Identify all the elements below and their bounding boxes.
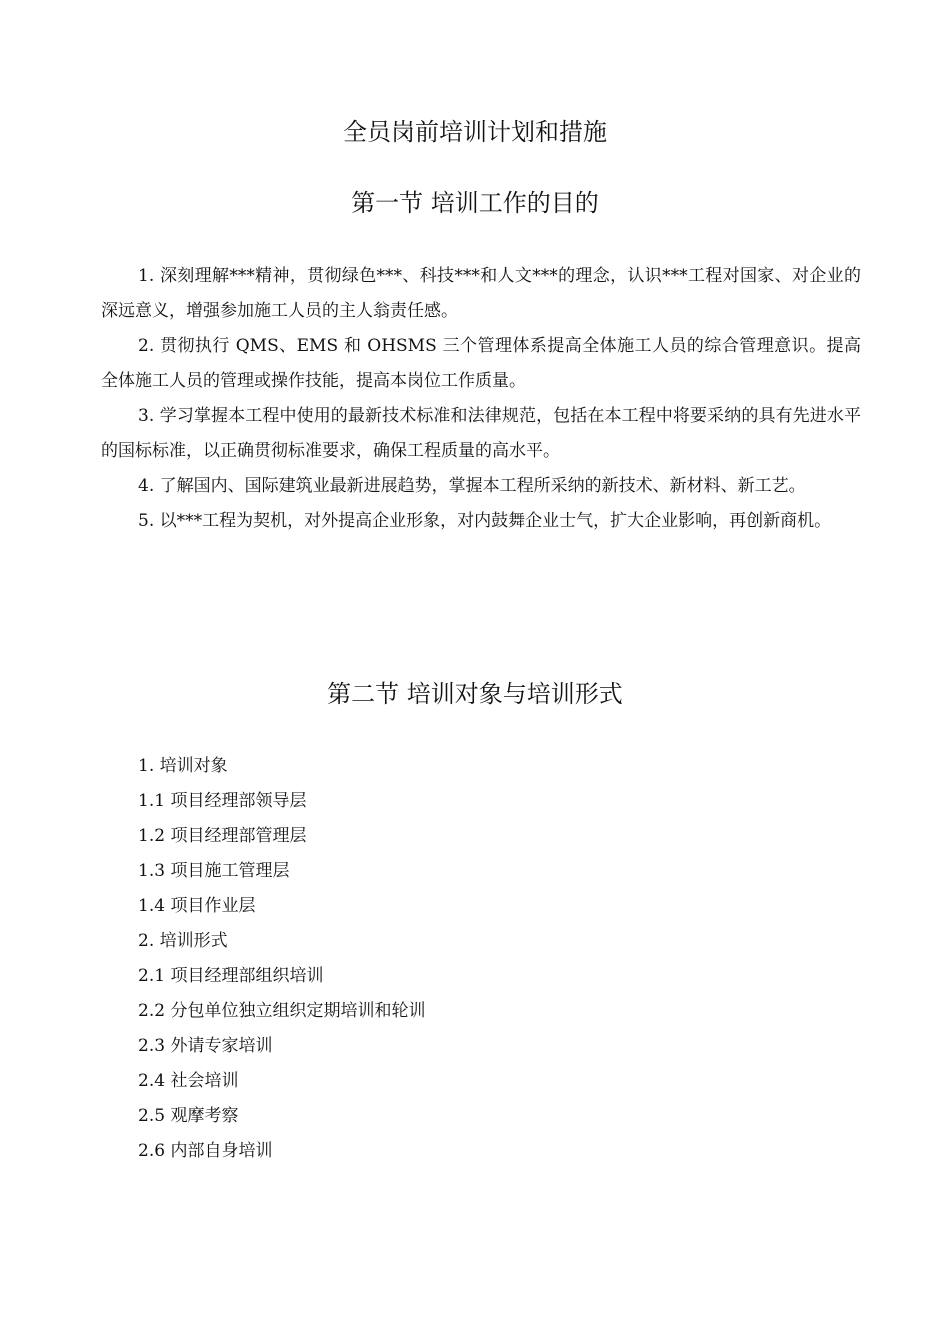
- paragraph: 1. 深刻理解***精神，贯彻绿色***、科技***和人文***的理念，认识***工程对国家、对企业的深远意义，增强参加施工人员的主人翁责任感。: [101, 266, 861, 321]
- document-title: 全员岗前培训计划和措施: [343, 118, 607, 146]
- list-item: 2.4 社会培训: [138, 1071, 239, 1091]
- paragraph: 5. 以***工程为契机，对外提高企业形象，对内鼓舞企业士气，扩大企业影响，再创新商机。: [138, 511, 832, 531]
- list-item: 1.4 项目作业层: [138, 896, 256, 916]
- list-item: 2.2 分包单位独立组织定期培训和轮训: [138, 1001, 426, 1021]
- section-2-list: [138, 749, 838, 1169]
- list-item: 1.3 项目施工管理层: [138, 861, 290, 881]
- list-item: 2.6 内部自身培训: [138, 1141, 273, 1161]
- paragraph: 4. 了解国内、国际建筑业最新进展趋势，掌握本工程所采纳的新技术、新材料、新工艺。: [138, 476, 806, 496]
- list-item: 2. 培训形式: [138, 931, 228, 951]
- list-item: 1.2 项目经理部管理层: [138, 826, 307, 846]
- list-item: 2.1 项目经理部组织培训: [138, 966, 324, 986]
- section-1-heading: 第一节 培训工作的目的: [351, 189, 599, 217]
- list-item: 1.1 项目经理部领导层: [138, 791, 307, 811]
- section-1-body: [101, 259, 861, 539]
- paragraph: 3. 学习掌握本工程中使用的最新技术标准和法律规范，包括在本工程中将要采纳的具有先进水平的国标标准，以正确贯彻标准要求，确保工程质量的高水平。: [101, 406, 861, 461]
- paragraph: 2. 贯彻执行 QMS、EMS 和 OHSMS 三个管理体系提高全体施工人员的综合管理意识。提高全体施工人员的管理或操作技能，提高本岗位工作质量。: [101, 336, 861, 391]
- list-item: 2.3 外请专家培训: [138, 1036, 273, 1056]
- list-item: 2.5 观摩考察: [138, 1106, 239, 1126]
- section-2-heading: 第二节 培训对象与培训形式: [327, 680, 623, 708]
- list-item: 1. 培训对象: [138, 756, 228, 776]
